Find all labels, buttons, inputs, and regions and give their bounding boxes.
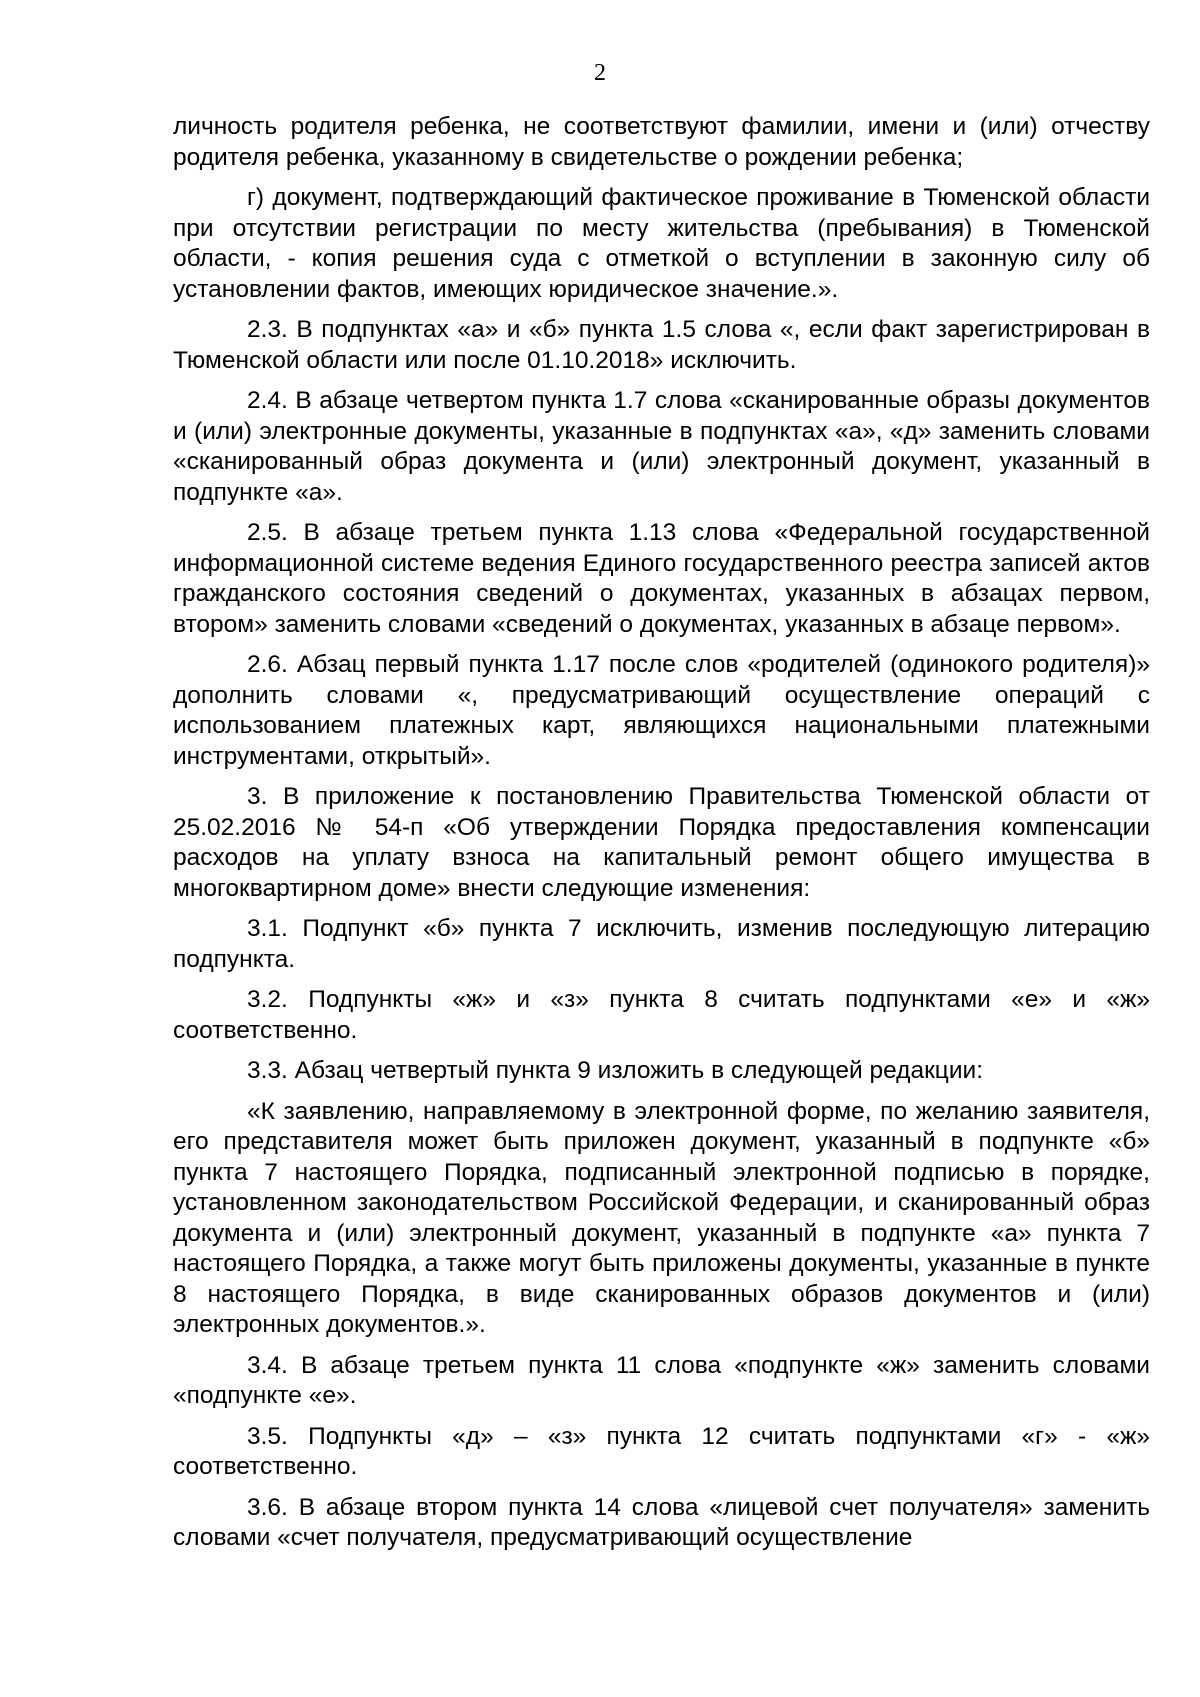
paragraph-2-6: 2.6. Абзац первый пункта 1.17 после слов «родителей (одинокого родителя)» дополнить словами «, предусматривающий осуществление операций с использованием платежных карт, являющихся национальными платежными инструментами, открытый». (173, 651, 1150, 770)
page-number: 2 (594, 60, 606, 86)
paragraph-3: 3. В приложение к постановлению Правительства Тюменской области от 25.02.2016 № 54-п «Об утверждении Порядка предоставления компенсации расходов на уплату взноса на капитальный ремонт общего имущества в многоквартирном доме» внести следующие изменения: (173, 783, 1150, 902)
paragraph-2-3: 2.3. В подпунктах «а» и «б» пункта 1.5 слова «, если факт зарегистрирован в Тюменской области или после 01.10.2018» исключить. (173, 316, 1150, 374)
paragraph-2-4: 2.4. В абзаце четвертом пункта 1.7 слова «сканированные образы документов и (или) электронные документы, указанные в подпунктах «а», «д» заменить словами «сканированный образ документа и (или) электронный документ, указанный в подпункте «а». (173, 387, 1150, 506)
document-body (173, 112, 1150, 1564)
paragraph-2-5: 2.5. В абзаце третьем пункта 1.13 слова «Федеральной государственной информационной системе ведения Единого государственного реестра записей актов гражданского состояния сведений о документах, указанных в абзацах первом, втором» заменить словами «сведений о документах, указанных в абзаце первом». (173, 519, 1150, 638)
paragraph-3-1: 3.1. Подпункт «б» пункта 7 исключить, изменив последующую литерацию подпункта. (173, 915, 1150, 973)
paragraph-3-5: 3.5. Подпункты «д» – «з» пункта 12 считать подпунктами «г» - «ж» соответственно. (173, 1422, 1150, 1480)
paragraph-continuation: личность родителя ребенка, не соответствуют фамилии, имени и (или) отчеству родителя ребенка, указанному в свидетельстве о рождении ребенка; (173, 113, 1150, 171)
paragraph-3-6: 3.6. В абзаце втором пункта 14 слова «лицевой счет получателя» заменить словами «счет получателя, предусматривающий осуществление (173, 1493, 1150, 1551)
paragraph-3-2: 3.2. Подпункты «ж» и «з» пункта 8 считать подпунктами «е» и «ж» соответственно. (173, 986, 1150, 1044)
paragraph-subitem-g: г) документ, подтверждающий фактическое проживание в Тюменской области при отсутствии регистрации по месту жительства (пребывания) в Тюменской области, - копия решения суда с отметкой о вступлении в законную силу об установлении фактов, имеющих юридическое значение.». (173, 184, 1150, 303)
paragraph-quoted-text: «К заявлению, направляемому в электронной форме, по желанию заявителя, его представителя может быть приложен документ, указанный в подпункте «б» пункта 7 настоящего Порядка, подписанный электронной подписью в порядке, установленном законодательством Российской Федерации, и сканированный образ документа и (или) электронный документ, указанный в подпункте «а» пункта 7 настоящего Порядка, а также могут быть приложены документы, указанные в пункте 8 настоящего Порядка, в виде сканированных образов документов и (или) электронных документов.». (173, 1097, 1150, 1338)
paragraph-3-3: 3.3. Абзац четвертый пункта 9 изложить в следующей редакции: (247, 1057, 984, 1084)
paragraph-3-4: 3.4. В абзаце третьем пункта 11 слова «подпункте «ж» заменить словами «подпункте «е». (173, 1351, 1150, 1409)
